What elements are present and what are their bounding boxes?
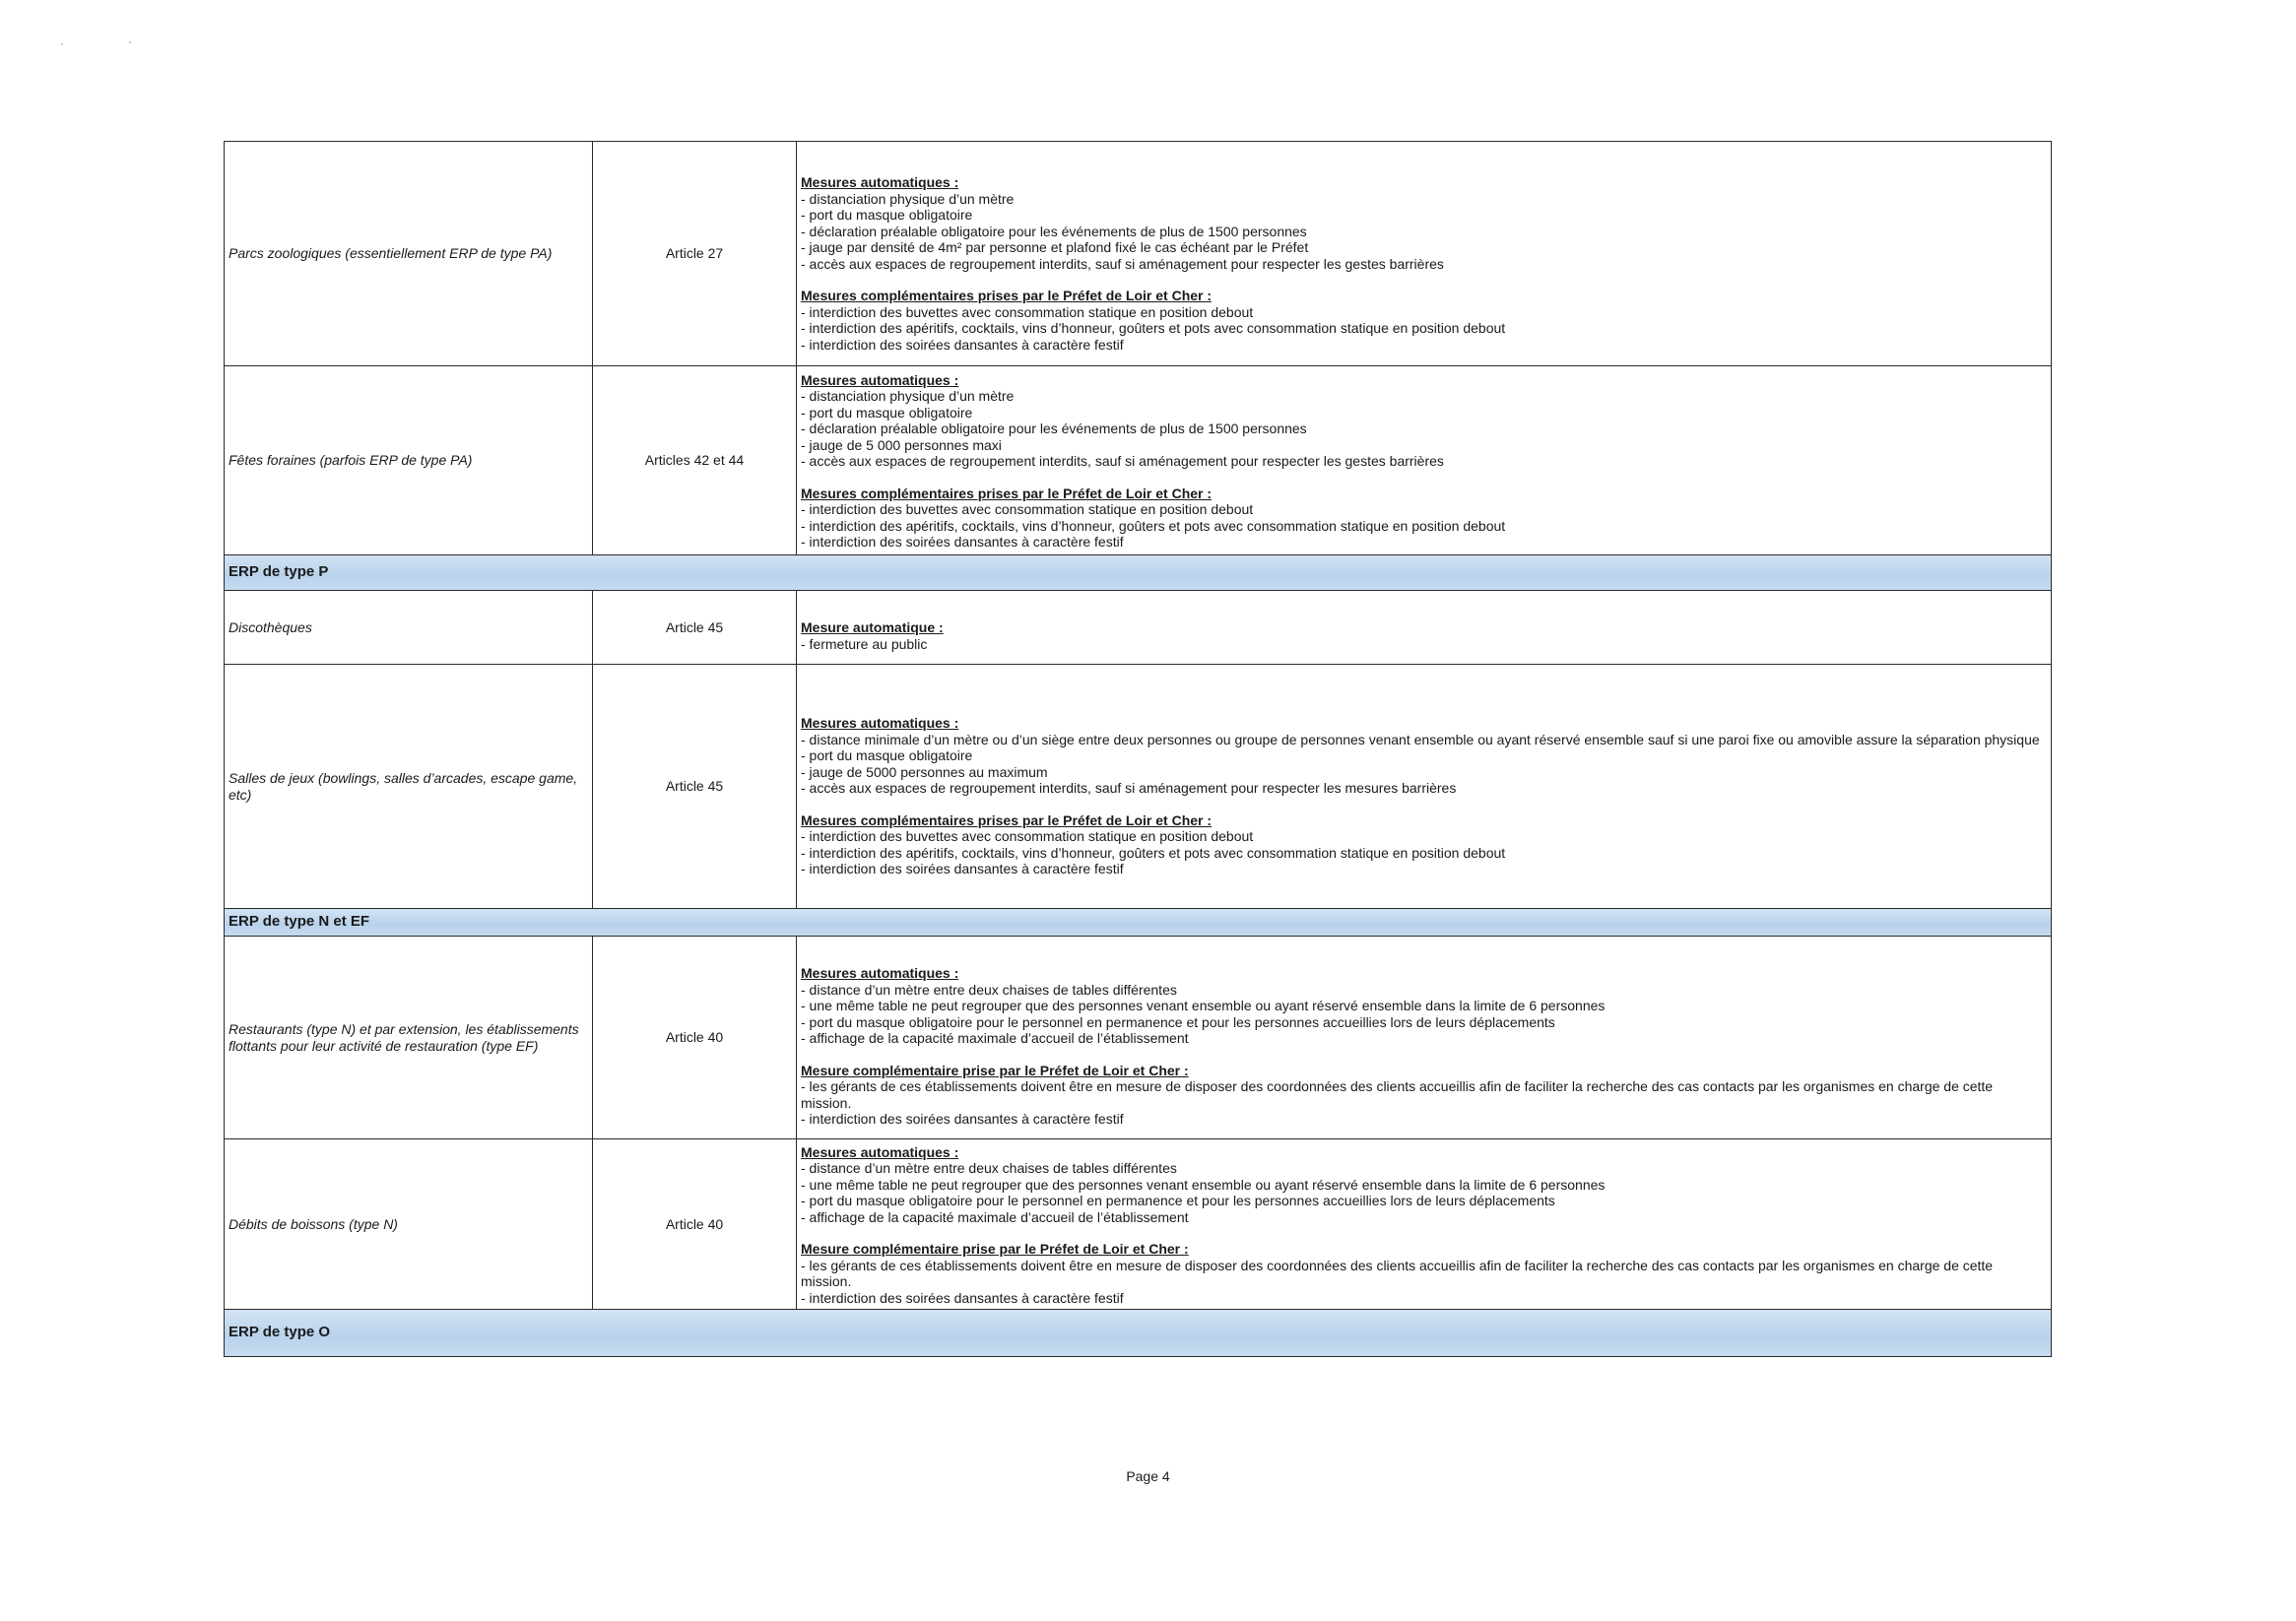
article-cell: Article 45 (593, 665, 797, 909)
measure-item: - interdiction des buvettes avec consommation statique en position debout (801, 501, 1254, 517)
measure-item: - interdiction des soirées dansantes à caractère festif (801, 861, 1124, 877)
measures-block-title: Mesure complémentaire prise par le Préfet de Loir et Cher : (801, 1241, 1189, 1258)
measure-item: - affichage de la capacité maximale d’accueil de l’établissement (801, 1208, 1189, 1225)
measures-block-title: Mesures automatiques : (801, 174, 959, 190)
measure-item: - distanciation physique d’un mètre (801, 190, 1015, 207)
measures-cell (797, 142, 2052, 366)
measures-block-title: Mesure complémentaire prise par le Préfet de Loir et Cher : (801, 1062, 1189, 1078)
section-heading: ERP de type O (225, 1310, 2052, 1357)
table-row (225, 591, 2052, 665)
measure-item: - port du masque obligatoire pour le personnel en permanence et pour les personnes accueillies lors de leurs déplacements (801, 1013, 1555, 1030)
spacer (801, 797, 2047, 812)
measure-item: - une même table ne peut regrouper que des personnes venant ensemble ou ayant réservé ensemble dans la limite de 6 personnes (801, 1176, 1606, 1193)
measures-table-body (225, 142, 2052, 1357)
activity-cell: Restaurants (type N) et par extension, les établissements flottants pour leur activité de restauration (type EF) (225, 937, 593, 1139)
measures-block-title: Mesures complémentaires prises par le Préfet de Loir et Cher : (801, 811, 1213, 828)
article-cell: Article 27 (593, 142, 797, 366)
activity-cell: Discothèques (225, 591, 593, 665)
article-cell: Articles 42 et 44 (593, 366, 797, 555)
measures-table (224, 141, 2052, 1357)
measure-item: - accès aux espaces de regroupement interdits, sauf si aménagement pour respecter les gestes barrières (801, 255, 1444, 272)
section-heading: ERP de type P (225, 555, 2052, 591)
section-row (225, 1310, 2052, 1357)
measure-item: - distance minimale d’un mètre ou d’un siège entre deux personnes ou groupe de personnes venant ensemble ou ayant réservé ensemble sauf si une paroi fixe ou amovible assure la séparation physique (801, 731, 2040, 747)
measure-item: - interdiction des soirées dansantes à caractère festif (801, 534, 1124, 550)
measures-block-title: Mesures complémentaires prises par le Préfet de Loir et Cher : (801, 288, 1213, 303)
measure-item: - distanciation physique d’un mètre (801, 388, 1015, 404)
measures-cell (797, 665, 2052, 909)
measure-item: - accès aux espaces de regroupement interdits, sauf si aménagement pour respecter les gestes barrières (801, 453, 1444, 469)
measure-item: - interdiction des soirées dansantes à caractère festif (801, 1289, 1124, 1306)
measures-block-title: Mesure automatique : (801, 619, 944, 635)
measure-item: - port du masque obligatoire (801, 207, 973, 223)
measures-block-title: Mesures automatiques : (801, 965, 959, 982)
article-cell: Article 40 (593, 937, 797, 1139)
measure-item: - interdiction des soirées dansantes à caractère festif (801, 1111, 1124, 1128)
table-row (225, 366, 2052, 555)
measure-item: - déclaration préalable obligatoire pour les événements de plus de 1500 personnes (801, 421, 1307, 436)
spacer (801, 1225, 2047, 1241)
measure-item: - interdiction des buvettes avec consommation statique en position debout (801, 303, 1254, 320)
scan-speck (129, 41, 131, 43)
measures-block-title: Mesures automatiques : (801, 1143, 959, 1160)
measure-item: - les gérants de ces établissements doivent être en mesure de disposer des coordonnées des clients accueillis afin de faciliter la recherche des cas contacts par les organismes en charge de cette mission. (801, 1257, 1994, 1290)
measures-block-title: Mesures automatiques : (801, 371, 959, 388)
measure-item: - port du masque obligatoire (801, 747, 973, 764)
measures-block-title: Mesures automatiques : (801, 715, 959, 732)
measure-item: - interdiction des apéritifs, cocktails, vins d’honneur, goûters et pots avec consommation statique en position debout (801, 517, 1506, 534)
measure-item: - jauge de 5 000 personnes maxi (801, 436, 1002, 453)
measures-cell (797, 937, 2052, 1139)
measure-item: - accès aux espaces de regroupement interdits, sauf si aménagement pour respecter les mesures barrières (801, 780, 1457, 797)
table-row (225, 142, 2052, 366)
activity-cell: Parcs zoologiques (essentiellement ERP de type PA) (225, 142, 593, 366)
measure-item: - interdiction des soirées dansantes à caractère festif (801, 336, 1124, 353)
measure-item: - fermeture au public (801, 635, 928, 652)
measure-item: - déclaration préalable obligatoire pour les événements de plus de 1500 personnes (801, 223, 1307, 239)
spacer (801, 272, 2047, 288)
measure-item: - une même table ne peut regrouper que des personnes venant ensemble ou ayant réservé ensemble dans la limite de 6 personnes (801, 998, 1606, 1014)
measure-item: - les gérants de ces établissements doivent être en mesure de disposer des coordonnées des clients accueillis afin de faciliter la recherche des cas contacts par les organismes en charge de cette mission. (801, 1078, 1994, 1111)
page-number: Page 4 (1126, 1468, 1170, 1484)
spacer (801, 1047, 2047, 1063)
table-row (225, 665, 2052, 909)
measure-item: - interdiction des apéritifs, cocktails, vins d’honneur, goûters et pots avec consommation statique en position debout (801, 844, 1506, 861)
spacer (801, 470, 2047, 486)
activity-cell: Salles de jeux (bowlings, salles d’arcades, escape game, etc) (225, 665, 593, 909)
measure-item: - interdiction des apéritifs, cocktails, vins d’honneur, goûters et pots avec consommation statique en position debout (801, 320, 1506, 336)
scan-speck (61, 43, 63, 45)
activity-cell: Fêtes foraines (parfois ERP de type PA) (225, 366, 593, 555)
measure-item: - jauge par densité de 4m² par personne et plafond fixé le cas échéant par le Préfet (801, 239, 1309, 255)
measures-cell (797, 1139, 2052, 1310)
section-row (225, 555, 2052, 591)
measure-item: - jauge de 5000 personnes au maximum (801, 763, 1048, 780)
measures-cell (797, 366, 2052, 555)
measure-item: - interdiction des buvettes avec consommation statique en position debout (801, 828, 1254, 845)
measures-block-title: Mesures complémentaires prises par le Préfet de Loir et Cher : (801, 485, 1213, 501)
measure-item: - distance d’un mètre entre deux chaises de tables différentes (801, 1160, 1177, 1177)
section-heading: ERP de type N et EF (225, 909, 2052, 937)
article-cell: Article 40 (593, 1139, 797, 1310)
activity-cell: Débits de boissons (type N) (225, 1139, 593, 1310)
measure-item: - port du masque obligatoire pour le personnel en permanence et pour les personnes accueillies lors de leurs déplacements (801, 1193, 1555, 1209)
measure-item: - port du masque obligatoire (801, 404, 973, 421)
table-row (225, 937, 2052, 1139)
measure-item: - distance d’un mètre entre deux chaises de tables différentes (801, 981, 1177, 998)
measures-cell (797, 591, 2052, 665)
section-row (225, 909, 2052, 937)
article-cell: Article 45 (593, 591, 797, 665)
table-row (225, 1139, 2052, 1310)
measure-item: - affichage de la capacité maximale d’accueil de l’établissement (801, 1030, 1189, 1047)
